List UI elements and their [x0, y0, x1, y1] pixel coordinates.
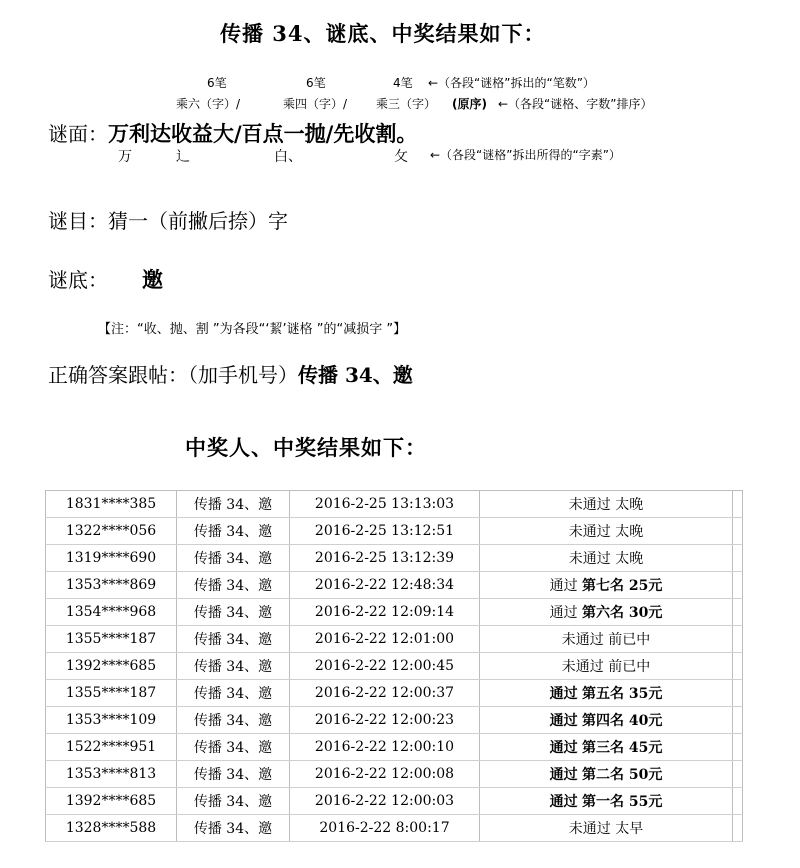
result-status: 未通过 [568, 821, 611, 837]
element-2: 辶 [176, 149, 190, 165]
result-cell [480, 545, 733, 572]
result-detail: 第五名 35元 [582, 686, 663, 702]
result-status: 未通过 [568, 497, 611, 513]
answer-cell: 传播 34、邀 [177, 572, 290, 599]
order-note: ←（各段“谜格、字数”排序） [498, 97, 653, 111]
answer-cell: 传播 34、邀 [177, 680, 290, 707]
table-row [46, 599, 743, 626]
result-detail: 第三名 45元 [582, 740, 663, 756]
phone-cell: 1353****869 [46, 572, 177, 599]
answer-cell: 传播 34、邀 [177, 653, 290, 680]
order-part-3: 乘三（字） [376, 97, 437, 111]
spacer-cell [733, 734, 743, 761]
submit-label: 正确答案跟帖：（加手机号） [48, 363, 298, 387]
answer-cell: 传播 34、邀 [177, 707, 290, 734]
result-status: 未通过 [561, 632, 604, 648]
phone-cell: 1355****187 [46, 680, 177, 707]
answer-cell: 传播 34、邀 [177, 761, 290, 788]
result-cell [480, 491, 733, 518]
riddle-face-label: 谜面： [48, 122, 108, 146]
time-cell: 2016-2-22 12:00:08 [290, 761, 480, 788]
spacer-cell [733, 788, 743, 815]
riddle-face [48, 118, 417, 148]
result-detail: 前已中 [608, 659, 651, 675]
table-row [46, 518, 743, 545]
results-title: 中奖人、中奖结果如下： [185, 435, 427, 460]
result-cell [480, 518, 733, 545]
spacer-cell [733, 572, 743, 599]
result-status: 通过 [549, 686, 578, 702]
result-detail: 太晚 [615, 524, 644, 540]
result-status: 通过 [549, 605, 578, 621]
answer-cell: 传播 34、邀 [177, 599, 290, 626]
result-status: 通过 [549, 578, 578, 594]
element-4: 攵 [394, 149, 408, 165]
answer-cell: 传播 34、邀 [177, 788, 290, 815]
riddle-target-label: 谜目： [48, 209, 108, 233]
time-cell: 2016-2-22 12:00:23 [290, 707, 480, 734]
result-cell [480, 680, 733, 707]
spacer-cell [733, 626, 743, 653]
result-status: 通过 [549, 794, 578, 810]
time-cell: 2016-2-25 13:12:39 [290, 545, 480, 572]
result-status: 通过 [549, 740, 578, 756]
spacer-cell [733, 545, 743, 572]
table-row [46, 653, 743, 680]
time-cell: 2016-2-22 12:00:37 [290, 680, 480, 707]
result-detail: 第七名 25元 [582, 578, 663, 594]
time-cell: 2016-2-22 12:01:00 [290, 626, 480, 653]
riddle-target [48, 205, 288, 234]
riddle-answer: 邀 [142, 267, 163, 292]
result-cell [480, 572, 733, 599]
spacer-cell [733, 653, 743, 680]
answer-cell: 传播 34、邀 [177, 545, 290, 572]
time-cell: 2016-2-22 12:48:34 [290, 572, 480, 599]
time-cell: 2016-2-22 12:00:45 [290, 653, 480, 680]
spacer-cell [733, 815, 743, 842]
phone-cell: 1522****951 [46, 734, 177, 761]
result-cell [480, 815, 733, 842]
result-cell [480, 707, 733, 734]
phone-cell: 1392****685 [46, 653, 177, 680]
table-row [46, 572, 743, 599]
result-cell [480, 626, 733, 653]
order-original-label: (原序) [452, 97, 487, 111]
phone-cell: 1322****056 [46, 518, 177, 545]
phone-cell: 1354****968 [46, 599, 177, 626]
table-row [46, 707, 743, 734]
table-row [46, 788, 743, 815]
answer-cell: 传播 34、邀 [177, 626, 290, 653]
order-part-1: 乘六（字）/ [176, 97, 241, 111]
stroke-count-1: 6笔 [207, 76, 227, 90]
spacer-cell [733, 491, 743, 518]
spacer-cell [733, 707, 743, 734]
time-cell: 2016-2-25 13:12:51 [290, 518, 480, 545]
element-note: ←（各段“谜格”拆出所得的“字素”） [430, 148, 621, 162]
page-title: 传播 34、谜底、中奖结果如下： [220, 21, 546, 46]
spacer-cell [733, 761, 743, 788]
phone-cell: 1355****187 [46, 626, 177, 653]
result-status: 通过 [549, 713, 578, 729]
result-status: 未通过 [568, 551, 611, 567]
riddle-note: 【注：“收、抛、割 ”为各段“‘絜’谜格 ”的“减损字 ”】 [98, 322, 407, 337]
result-cell [480, 599, 733, 626]
phone-cell: 1831****385 [46, 491, 177, 518]
result-detail: 前已中 [608, 632, 651, 648]
riddle-answer-label: 谜底： [48, 268, 108, 292]
element-3: 白、 [274, 149, 302, 165]
result-detail: 第六名 30元 [582, 605, 663, 621]
result-detail: 太早 [615, 821, 644, 837]
order-part-2: 乘四（字）/ [283, 97, 348, 111]
results-table [45, 490, 743, 842]
stroke-count-3: 4笔 [393, 76, 413, 90]
result-cell [480, 761, 733, 788]
submit-instruction [48, 359, 413, 388]
table-row [46, 680, 743, 707]
answer-cell: 传播 34、邀 [177, 734, 290, 761]
time-cell: 2016-2-22 12:09:14 [290, 599, 480, 626]
result-status: 未通过 [568, 524, 611, 540]
result-cell [480, 788, 733, 815]
result-cell [480, 653, 733, 680]
time-cell: 2016-2-25 13:13:03 [290, 491, 480, 518]
table-row [46, 761, 743, 788]
time-cell: 2016-2-22 12:00:03 [290, 788, 480, 815]
table-row [46, 545, 743, 572]
result-status: 未通过 [561, 659, 604, 675]
phone-cell: 1353****109 [46, 707, 177, 734]
result-detail: 太晚 [615, 497, 644, 513]
phone-cell: 1319****690 [46, 545, 177, 572]
answer-cell: 传播 34、邀 [177, 815, 290, 842]
result-detail: 第一名 55元 [582, 794, 663, 810]
spacer-cell [733, 599, 743, 626]
time-cell: 2016-2-22 12:00:10 [290, 734, 480, 761]
table-row [46, 815, 743, 842]
table-row [46, 491, 743, 518]
phone-cell: 1392****685 [46, 788, 177, 815]
phone-cell: 1328****588 [46, 815, 177, 842]
riddle-face-text: 万利达收益大/百点一抛/先收割。 [108, 121, 418, 146]
result-status: 通过 [549, 767, 578, 783]
stroke-count-note: ←（各段“谜格”拆出的“笔数”） [428, 76, 595, 90]
answer-cell: 传播 34、邀 [177, 518, 290, 545]
results-table-body [46, 491, 743, 842]
spacer-cell [733, 680, 743, 707]
result-detail: 第二名 50元 [582, 767, 663, 783]
element-1: 万 [118, 149, 132, 165]
table-row [46, 626, 743, 653]
stroke-count-2: 6笔 [306, 76, 326, 90]
result-cell [480, 734, 733, 761]
table-row [46, 734, 743, 761]
result-detail: 第四名 40元 [582, 713, 663, 729]
phone-cell: 1353****813 [46, 761, 177, 788]
spacer-cell [733, 518, 743, 545]
submit-format: 传播 34、邀 [298, 363, 413, 387]
riddle-target-text: 猜一（前撇后捺）字 [108, 209, 288, 233]
answer-cell: 传播 34、邀 [177, 491, 290, 518]
time-cell: 2016-2-22 8:00:17 [290, 815, 480, 842]
result-detail: 太晚 [615, 551, 644, 567]
